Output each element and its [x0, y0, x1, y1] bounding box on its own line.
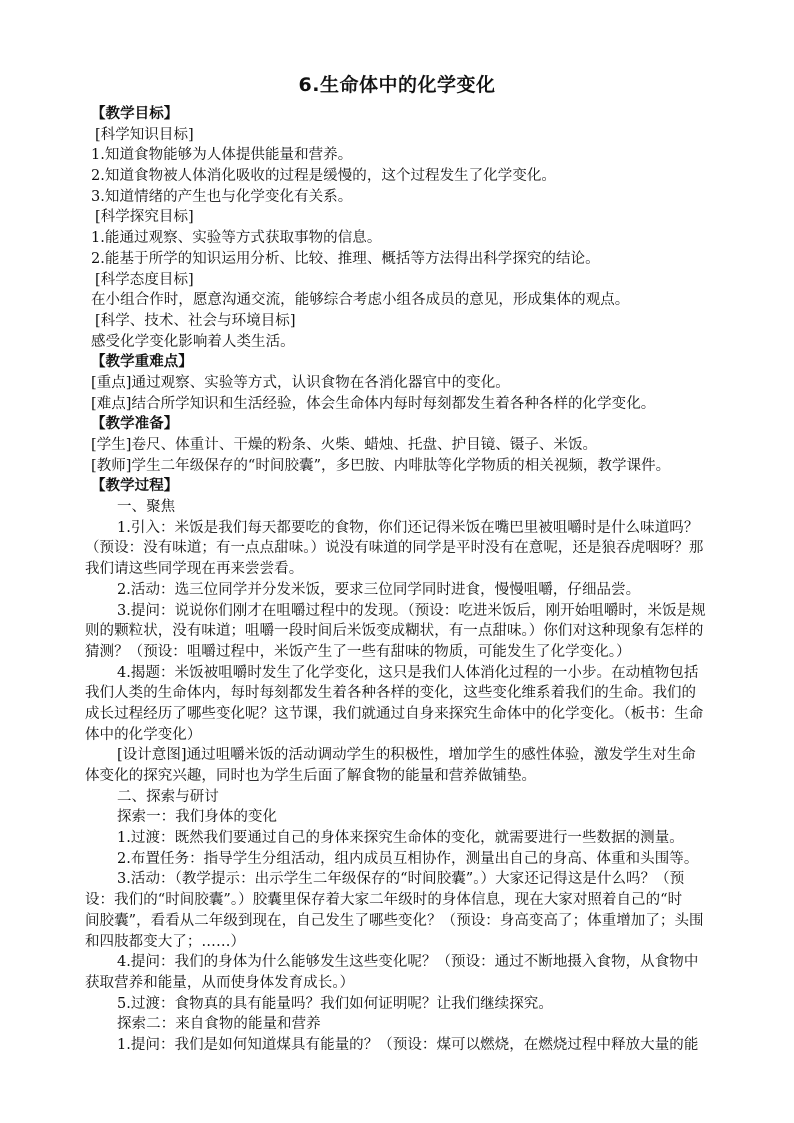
paragraph-line: [难点]结合所学知识和生活经验，体会生命体内每时每刻都发生着各种各样的化学变化。: [91, 395, 656, 412]
paragraph-line: （预设：没有味道；有一点点甜味。）说没有味道的同学是平时没有在意呢，还是狼吞虎咽呀？那: [85, 540, 704, 557]
paragraph-line: 则的颗粒状，没有味道；咀嚼一段时间后米饭变成糊状，有一点甜味。）你们对这种现象有怎样的: [85, 623, 704, 640]
document-body: [85, 104, 739, 1056]
design-intent-line: 体变化的探究兴趣，同时也为学生后面了解食物的能量和营养做铺垫。: [85, 768, 537, 784]
section-heading-preparation: 【教学准备】: [91, 415, 179, 433]
paragraph-line: 1.能通过观察、实验等方式获取事物的信息。: [91, 230, 382, 247]
paragraph-line: 5.过渡：食物真的具有能量吗？我们如何证明呢？让我们继续探究。: [117, 995, 553, 1012]
paragraph-line: 4.揭题：米饭被咀嚼时发生了化学变化，这只是我们人体消化过程的一小步。在动植物包括: [117, 664, 699, 681]
subheading: 探索一：我们身体的变化: [117, 809, 278, 826]
subheading: 探索二：来自食物的能量和营养: [117, 1016, 321, 1033]
paragraph-line: 我们人类的生命体内，每时每刻都发生着各种各样的变化，这些变化维系着我们的生命。我们的: [85, 685, 697, 702]
paragraph-line: 4.提问：我们的身体为什么能够发生这些变化呢？（预设：通过不断地摄入食物，从食物中: [117, 954, 699, 971]
paragraph-line: 成长过程经历了哪些变化呢？这节课，我们就通过自身来探究生命体中的化学变化。（板书：生命: [85, 705, 704, 722]
subheading: [科学、技术、社会与环境目标]: [95, 312, 296, 329]
paragraph-line: 3.提问：说说你们刚才在咀嚼过程中的发现。（预设：吃进米饭后，刚开始咀嚼时，米饭是规: [117, 602, 706, 619]
page-title: 6.生命体中的化学变化: [298, 74, 496, 96]
paragraph-line: 感受化学变化影响着人类生活。: [91, 333, 295, 350]
subheading: [科学知识目标]: [95, 126, 194, 143]
subheading: 一、聚焦: [117, 499, 176, 516]
subheading: 二、探索与研讨: [117, 788, 219, 805]
paragraph-line: 2.能基于所学的知识运用分析、比较、推理、概括等方法得出科学探究的结论。: [91, 250, 600, 267]
paragraph-line: 获取营养和能量，从而使身体发育成长。）: [85, 974, 355, 991]
paragraph-line: 猜测？（预设：咀嚼过程中，米饭产生了一些有甜味的物质，可能发生了化学变化。）: [85, 643, 631, 660]
subheading: [科学探究目标]: [95, 209, 194, 226]
paragraph-line: 1.过渡：既然我们要通过自己的身体来探究生命体的变化，就需要进行一些数据的测量。: [117, 830, 684, 847]
paragraph-line: 和四肢都变大了；……）: [85, 933, 246, 950]
paragraph-line: 1.引入：米饭是我们每天都要吃的食物，你们还记得米饭在嘴巴里被咀嚼时是什么味道吗？: [117, 519, 699, 536]
paragraph-line: [教师]学生二年级保存的“时间胶囊”，多巴胺、内啡肽等化学物质的相关视频，教学课件。: [91, 457, 671, 474]
paragraph-line: 2.活动：选三位同学并分发米饭，要求三位同学同时进食，慢慢咀嚼，仔细品尝。: [117, 581, 641, 598]
paragraph-line: 我们请这些同学现在再来尝尝看。: [85, 561, 304, 578]
paragraph-line: 体中的化学变化）: [85, 726, 202, 743]
paragraph-line: 3.知道情绪的产生也与化学变化有关系。: [91, 188, 353, 205]
paragraph-line: 2.知道食物被人体消化吸收的过程是缓慢的，这个过程发生了化学变化。: [91, 168, 556, 185]
paragraph-line: [重点]通过观察、实验等方式，认识食物在各消化器官中的变化。: [91, 374, 510, 391]
paragraph-line: 1.提问：我们是如何知道煤具有能量的？（预设：煤可以燃烧，在燃烧过程中释放大量的能: [117, 1036, 699, 1053]
paragraph-line: 设：我们的“时间胶囊”。）胶囊里保存着大家二年级时的身体信息，现在大家对照着自己的“时: [85, 892, 683, 909]
paragraph-line: 在小组合作时，愿意沟通交流，能够综合考虑小组各成员的意见，形成集体的观点。: [91, 292, 630, 309]
section-heading-process: 【教学过程】: [91, 477, 179, 495]
design-intent-line: [设计意图]通过咀嚼米饭的活动调动学生的积极性，增加学生的感性体验，激发学生对生命: [117, 747, 696, 764]
paragraph-line: 1.知道食物能够为人体提供能量和营养。: [91, 147, 353, 164]
paragraph-line: 间胶囊”，看看从二年级到现在，自己发生了哪些变化？（预设：身高变高了；体重增加了；头围: [85, 912, 704, 929]
paragraph-line: [学生]卷尺、体重计、干燥的粉条、火柴、蜡烛、托盘、护目镜、镊子、米饭。: [91, 437, 598, 453]
section-heading-key-points: 【教学重难点】: [91, 353, 193, 371]
subheading: [科学态度目标]: [95, 271, 194, 288]
paragraph-line: 2.布置任务：指导学生分组活动，组内成员互相协作，测量出自己的身高、体重和头围等。: [117, 850, 699, 867]
section-heading-objectives: 【教学目标】: [91, 105, 179, 122]
paragraph-line: 3.活动：（教学提示：出示学生二年级保存的“时间胶囊”。）大家还记得这是什么吗？（预: [117, 871, 685, 888]
